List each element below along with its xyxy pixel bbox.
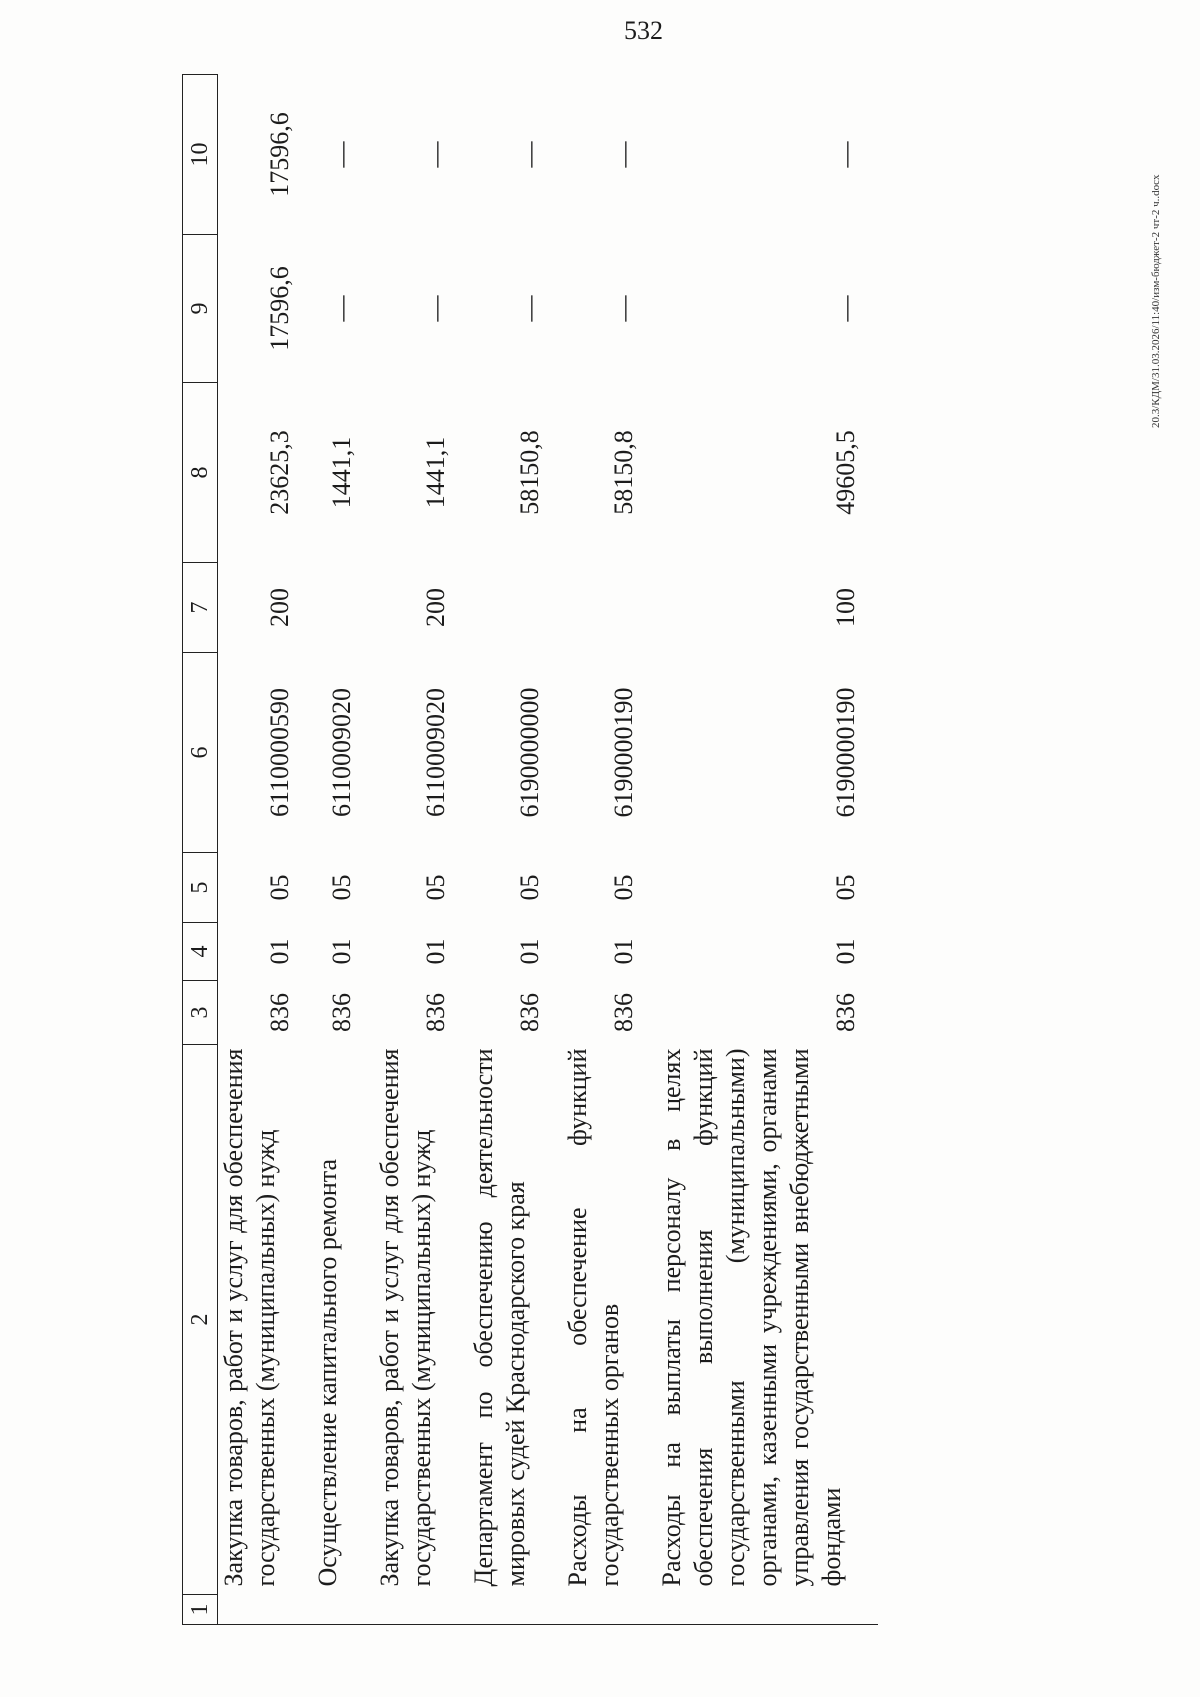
row-description-text: Расходы на обеспечение функций государственных органов — [563, 1048, 624, 1587]
row-description-text: Закупка товаров, работ и услуг для обеспечения государственных (муниципальных) нужд — [375, 1048, 436, 1587]
cell-amount-9: — — [609, 295, 638, 322]
cell-amount-10: — — [609, 141, 638, 168]
cell-amount-8: 1441,1 — [421, 436, 450, 509]
cell-code5: 05 — [515, 874, 544, 901]
cell-amount-8: 23625,3 — [265, 430, 294, 515]
row-description-text: Осуществление капитального ремонта — [313, 1158, 342, 1587]
table-body — [218, 75, 879, 1625]
document-file-code-text: 20.3/КДМ/31.03.2026/11:40/изм-бюджет-2 чт-2 ч..docx — [1150, 174, 1162, 428]
cell-code7: 200 — [421, 588, 450, 627]
row-description — [312, 1045, 374, 1595]
row-description — [562, 1045, 656, 1595]
row-number-cell — [312, 1595, 374, 1625]
row-description-text: Закупка товаров, работ и услуг для обеспечения государственных (муниципальных) нужд — [219, 1048, 280, 1587]
column-header-5: 5 — [183, 853, 218, 923]
cell-code3: 836 — [609, 993, 638, 1032]
cell-code3: 836 — [327, 993, 356, 1032]
row-description — [656, 1045, 878, 1595]
cell-code4: 01 — [831, 938, 860, 965]
column-header-1: 1 — [183, 1595, 218, 1625]
cell-amount-8: 1441,1 — [327, 436, 356, 509]
column-header-6: 6 — [183, 653, 218, 853]
cell-code4: 01 — [327, 938, 356, 965]
cell-code3: 836 — [421, 993, 450, 1032]
cell-code5: 05 — [421, 874, 450, 901]
table-row — [312, 75, 374, 1625]
cell-code7 — [468, 563, 562, 653]
cell-amount-8: 49605,5 — [831, 430, 860, 515]
cell-code3: 836 — [831, 993, 860, 1032]
cell-code6: 6110009020 — [421, 687, 450, 818]
column-header-7: 7 — [183, 563, 218, 653]
cell-amount-9: — — [831, 295, 860, 322]
column-header-3: 3 — [183, 981, 218, 1045]
cell-code7: 100 — [831, 588, 860, 627]
column-header-4: 4 — [183, 923, 218, 981]
row-number-cell — [218, 1595, 313, 1625]
cell-amount-9: — — [515, 295, 544, 322]
table-row — [374, 75, 468, 1625]
row-description — [374, 1045, 468, 1595]
cell-amount-9: — — [327, 295, 356, 322]
table-row — [218, 75, 313, 1625]
cell-amount-10: — — [327, 141, 356, 168]
cell-amount-10: — — [831, 141, 860, 168]
cell-amount-10: 17596,6 — [265, 112, 294, 197]
cell-code5: 05 — [327, 874, 356, 901]
row-description-text: Расходы на выплаты персоналу в целях обеспечения выполнения функций государственными (муниципальными) органами, казенными учреждениями, органами управления государственными внебюджетными фондами — [657, 1048, 846, 1587]
table-header-row — [183, 75, 218, 1625]
cell-code3: 836 — [265, 993, 294, 1032]
row-number-cell — [656, 1595, 878, 1625]
column-header-8: 8 — [183, 383, 218, 563]
cell-amount-8: 58150,8 — [609, 430, 638, 515]
column-header-9: 9 — [183, 235, 218, 383]
page-number: 532 — [624, 16, 663, 45]
cell-code4: 01 — [265, 938, 294, 965]
cell-code4: 01 — [421, 938, 450, 965]
row-description — [218, 1045, 313, 1595]
cell-amount-10: — — [515, 141, 544, 168]
cell-amount-10: — — [421, 141, 450, 168]
cell-amount-9: 17596,6 — [265, 266, 294, 351]
column-header-2: 2 — [183, 1045, 218, 1595]
document-file-code — [1150, 84, 1172, 428]
cell-code5: 05 — [609, 874, 638, 901]
row-number-cell — [562, 1595, 656, 1625]
cell-code4: 01 — [609, 938, 638, 965]
cell-code6: 6190000190 — [609, 687, 638, 818]
cell-code7 — [312, 563, 374, 653]
cell-amount-9: — — [421, 295, 450, 322]
cell-code6: 6110000590 — [265, 687, 294, 818]
row-number-cell — [374, 1595, 468, 1625]
cell-code4: 01 — [515, 938, 544, 965]
budget-table — [182, 74, 878, 1625]
cell-code6: 6190000000 — [515, 687, 544, 818]
cell-code5: 05 — [831, 874, 860, 901]
row-description — [468, 1045, 562, 1595]
cell-code7 — [562, 563, 656, 653]
cell-code5: 05 — [265, 874, 294, 901]
budget-table-rotated — [182, 75, 1037, 1625]
cell-code6: 6110009020 — [327, 687, 356, 818]
row-description-text: Департамент по обеспечению деятельности мировых судей Краснодарского края — [469, 1048, 530, 1587]
table-row — [656, 75, 878, 1625]
cell-code3: 836 — [515, 993, 544, 1032]
cell-code7: 200 — [265, 588, 294, 627]
cell-amount-8: 58150,8 — [515, 430, 544, 515]
row-number-cell — [468, 1595, 562, 1625]
cell-code6: 6190000190 — [831, 687, 860, 818]
table-row — [562, 75, 656, 1625]
column-header-10: 10 — [183, 75, 218, 235]
table-row — [468, 75, 562, 1625]
